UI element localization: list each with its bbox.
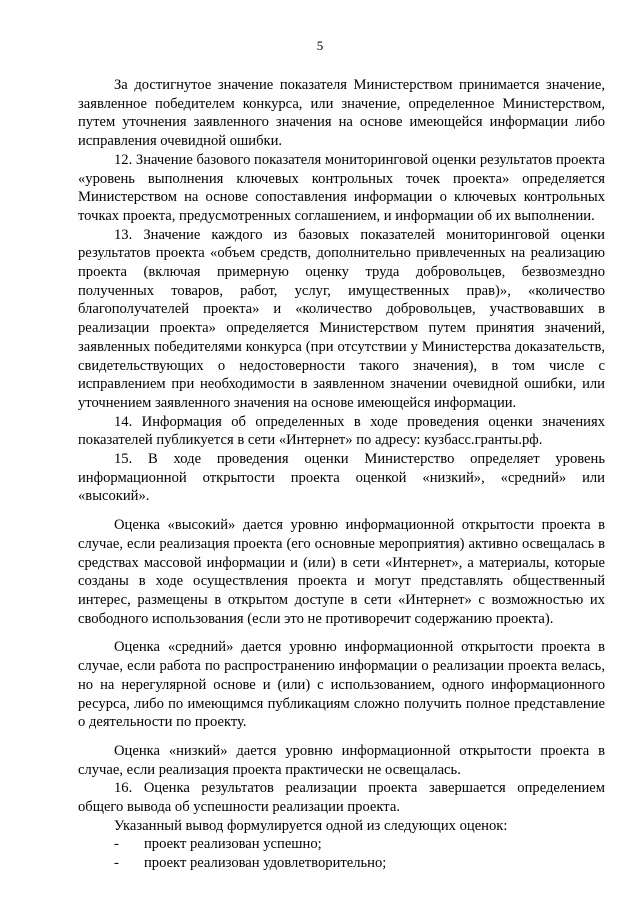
paragraph-rating-high: Оценка «высокий» дается уровню информационной открытости проекта в случае, если реализация проекта (его основные мероприятия) активно освещалась в средствах массовой информации и (или) в сети «Интернет», а материалы, которые созданы в ходе осуществления проекта и могут представлять общественный интерес, размещены в открытом доступе в сети «Интернет» с возможностью их свободного использования (если это не противоречит содержанию проекта). (78, 517, 605, 627)
paragraph-rating-medium: Оценка «средний» дается уровню информационной открытости проекта в случае, если работа по распространению информации о реализации проекта велась, но на нерегулярной основе и (или) с использованием, одного информационного ресурса, либо по имеющимся публикациям сложно получить полное представление о деятельности по проекту. (78, 639, 605, 731)
page-number: 5 (316, 38, 324, 53)
list-dash-marker: - (114, 855, 119, 872)
list-dash-marker: - (114, 836, 119, 853)
paragraph-item-14: 14. Информация об определенных в ходе проведения оценки значениях показателей публикуется в сети «Интернет» по адресу: кузбасс.гранты.рф. (78, 413, 605, 449)
paragraph-item-15: 15. В ходе проведения оценки Министерство определяет уровень информационной открытости проекта оценкой «низкий», «средний» или «высокий». (78, 451, 605, 505)
paragraph-item-16: 16. Оценка результатов реализации проекта завершается определением общего вывода об успешности реализации проекта. (78, 780, 605, 816)
paragraph-achieved-value: За достигнутое значение показателя Министерством принимается значение, заявленное победителем конкурса, или значение, определенное Министерством, путем уточнения заявленного значения на основе имеющейся информации либо исправления очевидной ошибки. (78, 77, 605, 150)
list-item-text: проект реализован удовлетворительно; (144, 855, 387, 872)
paragraph-item-12: 12. Значение базового показателя мониторинговой оценки результатов проекта «уровень выполнения ключевых контрольных точек проекта» определяется Министерством на основе сопоставления информации о ключевых контрольных точках проекта, предусмотренных соглашением, и информации об их выполнении. (78, 151, 605, 224)
paragraph-rating-low: Оценка «низкий» дается уровню информационной открытости проекта в случае, если реализация проекта практически не освещалась. (78, 742, 605, 778)
conclusion-options-list (78, 835, 605, 872)
document-body (78, 76, 605, 873)
list-item (78, 835, 605, 854)
paragraph-conclusion-intro: Указанный вывод формулируется одной из следующих оценок: (114, 817, 508, 834)
list-item (78, 854, 605, 873)
paragraph-item-13: 13. Значение каждого из базовых показателей мониторинговой оценки результатов проекта «объем средств, дополнительно привлеченных на реализацию проекта (включая примерную оценку труда добровольцев, безвозмездно полученных товаров, работ, услуг, имущественных прав)», «количество благополучателей проекта» и «количество добровольцев, участвовавших в реализации проекта» определяется Министерством путем принятия значений, заявленных победителями конкурса (при отсутствии у Министерства доказательств, свидетельствующих о недостоверности такого значения), в том числе с исправлением при необходимости в заявленном значении очевидной ошибки, или уточнением заявленного значения на основе имеющейся информации. (78, 226, 605, 411)
list-item-text: проект реализован успешно; (144, 836, 322, 853)
